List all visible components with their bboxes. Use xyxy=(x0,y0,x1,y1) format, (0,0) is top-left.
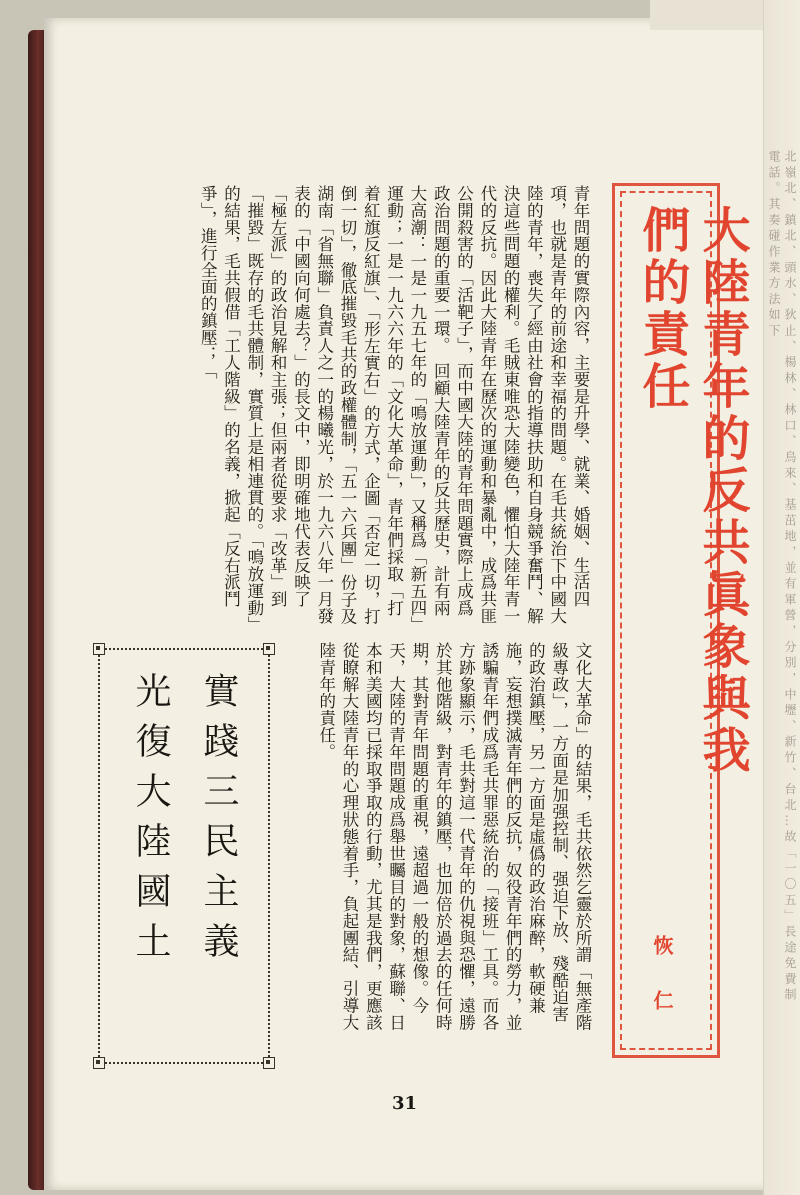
slogan-line-2: 光復大陸國土 xyxy=(130,672,171,972)
frame-corner-ornament xyxy=(93,643,105,655)
frame-corner-ornament xyxy=(93,1057,105,1069)
article-title: 大陸青年的反共眞象與我們的責任 xyxy=(634,205,750,777)
page-tab xyxy=(650,0,780,30)
slogan-line-1: 實踐三民主義 xyxy=(198,672,239,972)
frame-corner-ornament xyxy=(263,1057,275,1069)
article-body-top: 青年問題的實際內容，主要是升學、就業、婚姻、生活四項，也就是青年的前途和幸福的問題。在毛共統治下中國大陸的青年，喪失了經由社會的指導扶助和自身競爭奮鬥、解決這些問題的權利。毛賊東唯恐大陸變色，懼怕大陸年青一代的反抗。因此大陸青年在歷次的運動和暴亂中，成爲共匪公開殺害的「活靶子」，而中國大陸的青年問題實際上成爲政治問題的重要一環。 回顧大陸青年的反共歷史，計有兩大高潮：一是一九五七年的「鳴放運動」，又稱爲「新五四」運動；一是一九六六年的「文化大革命」，青年們採取「打着紅旗反紅旗」、「形左實右」的方式，企圖「否定一切，打倒一切」，徹底摧毀毛共的政權體制，「五一六兵團」份子及湖南「省無聯」負責人之一的楊曦光，於一九六八年一月發表的「中國向何處去？」的長文中，即明確地代表反映了「極左派」的政治見解和主張；但兩者從要求「改革」到「摧毀」既存的毛共體制，實質上是相連貫的。「鳴放運動」的結果，毛共假借「工人階級」的名義，掀起「反右派鬥爭」，進行全面的鎮壓；「 xyxy=(198,185,590,625)
frame-corner-ornament xyxy=(263,643,275,655)
next-page-edge-text: 北 嶺 北 、 鎮 北 、 頭 水 、 狄 止 、 楊 林 、 林 口 、 烏 來 、 基 茁 地 ， 並 有 軍 營 ， 分 別 ， 中 壢 、 新 竹 、 台 北 … 故 「 一 〇 五 」 長 途 免 費 制 電 話 。 其 奏 碰 作 業 方 法 如 下 xyxy=(767,150,797,1001)
article-body-bottom: 文化大革命」的結果，毛共依然乞靈於所謂「無產階級專政」，一方面是加强控制、强迫下放、殘酷迫害的政治鎮壓，另一方面是虛僞的政治麻醉，軟硬兼施，妄想撲滅青年們的反抗，奴役青年們的勞力，並誘騙青年們成爲毛共罪惡統治的「接班」工具。而各方跡象顯示，毛共對這一代青年的仇視與恐懼，遠勝於其他階級，對青年的鎮壓，也加倍於過去的任何時期，其對青年問題的重視，遠超過一般的想像。今天，大陸的青年問題成爲舉世矚目的對象，蘇聯、日本和美國均已採取爭取的行動，尤其是我們，更應該從瞭解大陸青年的心理狀態着手，負起團結、引導大陸青年的責任。 xyxy=(316,642,592,1031)
page-number: 31 xyxy=(392,1093,418,1114)
article-author: 恢 仁 xyxy=(650,935,674,1024)
